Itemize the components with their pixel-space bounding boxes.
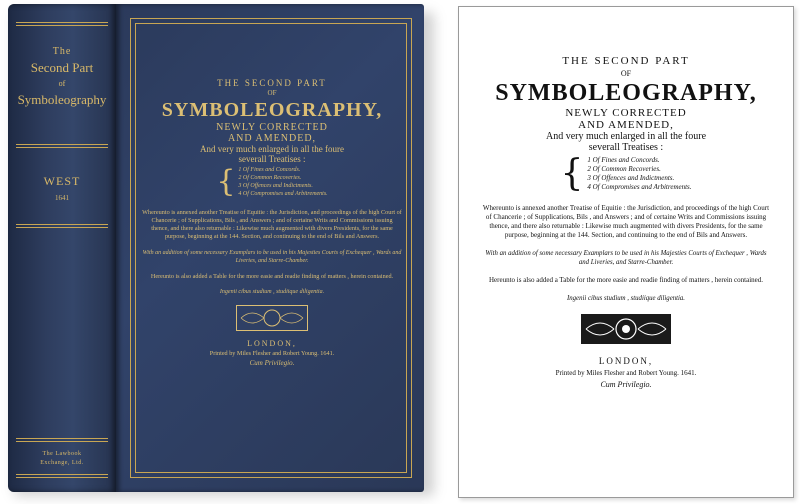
examplars-paragraph: With an addition of some necessary Examplars to be used in his Majesties Courts of Exchequer , Wards and Liveries, and Starre-Chamber.: [142, 250, 402, 264]
title-line: OF: [267, 89, 277, 97]
cover-title-page-text: [142, 78, 402, 367]
title-line: THE SECOND PART: [217, 78, 327, 88]
list-item: 1 Of Fines and Concords.: [238, 166, 301, 173]
brace-icon: {: [560, 153, 584, 194]
title-line: severall Treatises :: [588, 142, 664, 153]
list-item: 3 Of Offences and Indictments.: [587, 173, 675, 182]
title-line: THE SECOND PART: [562, 55, 690, 67]
spine-band-bottom: [16, 438, 108, 442]
list-item: 3 Of Offences and Indictments.: [238, 182, 313, 189]
book-spine: [8, 4, 116, 492]
spine-title-line: The: [52, 46, 72, 57]
page-title-page-text: [481, 55, 771, 389]
motto: Ingenii cibus studium , studiique diligentia.: [567, 295, 685, 302]
title-line: AND AMENDED,: [227, 133, 317, 144]
motto: Ingenii cibus studium , studiique diligentia.: [219, 289, 325, 295]
title-line: OF: [620, 69, 632, 78]
title-line: NEWLY CORRECTED: [216, 122, 328, 133]
main-title: SYMBOLEOGRAPHY,: [161, 99, 383, 121]
title-page-facsimile: [458, 6, 794, 498]
list-item: 1 Of Fines and Concords.: [587, 155, 660, 164]
table-paragraph: Hereunto is also added a Table for the more easie and readie finding of matters , herein contained.: [488, 276, 764, 284]
spine-band-foot: [16, 474, 108, 478]
imprint-printer: Printed by Miles Flesher and Robert Young. 1641.: [555, 369, 697, 377]
printer-ornament-icon: [236, 305, 308, 331]
spine-publisher: [8, 450, 116, 468]
main-title: SYMBOLEOGRAPHY,: [495, 80, 757, 106]
examplars-paragraph: With an addition of some necessary Examplars to be used in his Majesties Courts of Exchequer , Wards and Liveries, and Starre-Chamber.: [485, 250, 767, 266]
imprint-printer: Printed by Miles Flesher and Robert Young. 1641.: [209, 350, 335, 357]
brace-icon: {: [216, 164, 236, 199]
spine-title: [8, 44, 116, 108]
imprint-privilege: Cum Privilegio.: [600, 380, 652, 389]
list-item: 4 Of Compromises and Arbitrements.: [587, 182, 692, 191]
spine-year: 1641: [55, 194, 69, 202]
imprint-place: LONDON,: [247, 339, 297, 348]
printer-ornament-icon: [581, 314, 671, 344]
imprint-privilege: Cum Privilegio.: [249, 359, 295, 367]
equity-paragraph: Whereunto is annexed another Treatise of Equitie : the Jurisdiction, and proceedings of the high Court of Chancerie ; of Supplications, Bils , and Answers ; and of certaine Writs and Commissions issuing thence, and there also returnable : Likewise much augmented with divers Presidents, for the same purpose, beginning at the 144. Section, and continuing to the end of Bils and Answers.: [482, 204, 770, 239]
spine-title-line: of: [58, 79, 66, 88]
spine-author: WEST: [43, 174, 81, 188]
title-line: AND AMENDED,: [578, 119, 674, 131]
spine-band-top: [16, 22, 108, 26]
title-line: severall Treatises :: [238, 154, 306, 164]
spine-publisher-line: Exchange, Ltd.: [40, 460, 84, 466]
title-line: And very much enlarged in all the foure: [545, 131, 707, 142]
spine-title-line: Symboleography: [17, 92, 107, 107]
list-item: 2 Of Common Recoveries.: [587, 164, 661, 173]
title-line: And very much enlarged in all the foure: [199, 144, 345, 154]
treatise-list: [142, 164, 402, 199]
equity-paragraph: Whereunto is annexed another Treatise of Equitie : the Jurisdiction, and proceedings of the high Court of Chancerie ; of Supplications, Bils , and Answers ; and of certaine Writs and Commissions issuing thence, and there also returnable : Likewise much augmented with divers Presidents, for the same purpose, beginning at the 144. Section, and continuing to the end of Bils and Answers.: [142, 209, 402, 240]
list-item: 2 Of Common Recoveries.: [238, 174, 302, 181]
title-line: NEWLY CORRECTED: [565, 107, 687, 119]
spine-publisher-line: The Lawbook: [42, 451, 82, 457]
list-item: 4 Of Compromises and Arbitrements.: [238, 190, 328, 197]
table-paragraph: Hereunto is also added a Table for the more easie and readie finding of matters , herein contained.: [150, 273, 394, 280]
treatise-list: [481, 153, 771, 194]
spine-title-line: Second Part: [30, 60, 94, 75]
book-cover: [116, 4, 424, 492]
spine-band-lower: [16, 224, 108, 228]
spine-band-mid: [16, 144, 108, 148]
imprint-place: LONDON,: [598, 356, 654, 366]
